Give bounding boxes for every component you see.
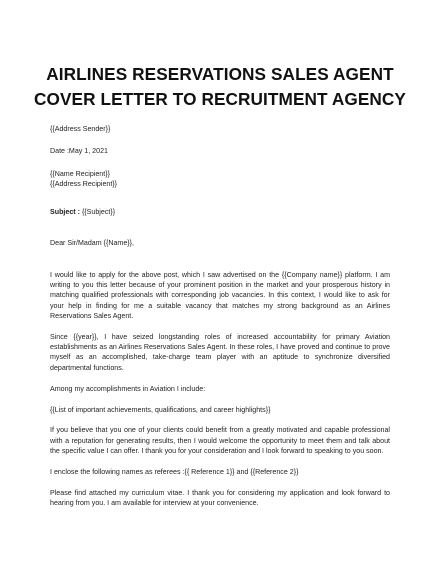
subject-line xyxy=(50,207,390,217)
paragraph-closing: Please find attached my curriculum vitae. I thank you for considering my application and look forward to hearing from you. I am available for interview at your convenience. xyxy=(50,488,390,508)
paragraph-value-offer: If you believe that you one of your clients could benefit from a greatly motivated and capable professional with a reputation for generating results, then I would welcome the opportunity to meet them and talk about the specific value I can offer. I thank you for your consideration and I look forward to speaking to you soon. xyxy=(50,426,390,456)
subject-value: {{Subject}} xyxy=(79,208,116,217)
document-title xyxy=(30,62,410,112)
sender-address: {{Address Sender}} xyxy=(50,125,111,133)
salutation: Dear Sir/Madam {{Name}}, xyxy=(50,239,134,248)
recipient-block xyxy=(50,169,390,190)
title-line-1: AIRLINES RESERVATIONS SALES AGENT xyxy=(46,64,394,84)
paragraph-intro: I would like to apply for the above post, which I saw advertised on the {{Company name}} platform. I am writing to you this letter because of your prominent position in the market and your prosperous history in matching qualified professionals with corresponding job vacancies. In this context, I would like to ask for your help in finding for me a suitable vacancy that matches my strong background as an Airlines Reservations Sales Agent. xyxy=(50,270,390,320)
letter-date: Date :May 1, 2021 xyxy=(50,147,108,156)
paragraph-accomplishments-intro: Among my accomplishments in Aviation I include: xyxy=(50,384,206,393)
paragraph-referees: I enclose the following names as referees :{{ Reference 1}} and {{Reference 2}} xyxy=(50,467,299,476)
paragraph-experience: Since {{year}}, I have seized longstanding roles of increased accountability for primary Aviation establishments as an Airlines Reservations Sales Agent. In these roles, I have proved and continue to prove myself as an accomplished, take-charge team player with an aptitude to synchronize diversified departmental functions. xyxy=(50,332,390,372)
recipient-name: {{Name Recipient}} xyxy=(50,169,110,178)
paragraph-achievements-list: {{List of important achievements, qualifications, and career highlights}} xyxy=(50,405,271,414)
recipient-address: {{Address Recipient}} xyxy=(50,179,118,188)
title-line-2: COVER LETTER TO RECRUITMENT AGENCY xyxy=(34,89,406,109)
subject-label: Subject : xyxy=(50,208,80,217)
